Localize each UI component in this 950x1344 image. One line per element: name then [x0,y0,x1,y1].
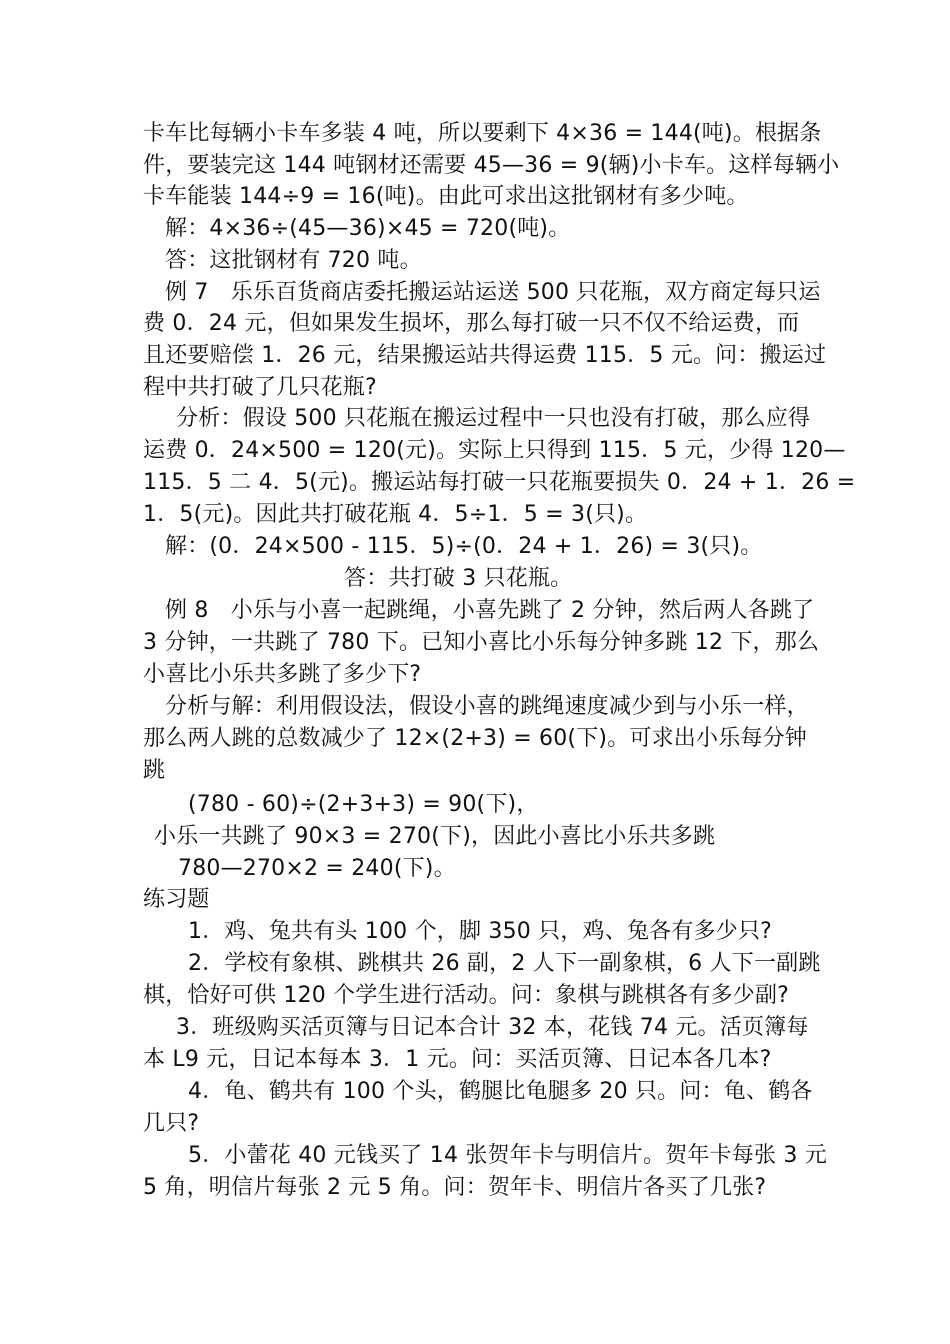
exercise-q3-line1: 3．班级购买活页簿与日记本合计 32 本，花钱 74 元。活页簿每 [176,1015,809,1040]
analysis6-line3: 卡车能装 144÷9 = 16(吨)。由此可求出这批钢材有多少吨。 [143,184,749,209]
analysis6-line2: 件，要装完这 144 吨钢材还需要 45—36 = 9(辆)小卡车。这样每辆小 [143,153,840,178]
analysis6-line1: 卡车比每辆小卡车多装 4 吨，所以要剩下 4×36 = 144(吨)。根据条 [143,121,822,146]
example7-line3: 且还要赔偿 1．26 元，结果搬运站共得运费 115．5 元。问：搬运过 [143,343,827,368]
example7-answer: 答：共打破 3 只花瓶。 [344,566,573,591]
example8-calc3: 780—270×2 = 240(下)。 [178,856,456,881]
exercise-q4-line2: 几只? [143,1111,200,1136]
example7-analysis4: 1．5(元)。因此共打破花瓶 4．5÷1．5 = 3(只)。 [143,502,648,527]
example7-analysis3: 115．5 二 4．5(元)。搬运站每打破一只花瓶要损失 0．24 + 1．26 = [143,470,856,495]
analysis6-answer: 答：这批钢材有 720 吨。 [165,248,422,273]
analysis6-solution: 解：4×36÷(45—36)×45 = 720(吨)。 [165,216,571,241]
exercise-q4-line1: 4．龟、鹤共有 100 个头，鹤腿比龟腿多 20 只。问：龟、鹤各 [188,1079,813,1104]
exercises-heading: 练习题 [143,887,210,912]
example7-solution: 解：(0．24×500 - 115．5)÷(0．24 + 1．26) = 3(只)。 [165,534,763,559]
exercise-q2-line1: 2．学校有象棋、跳棋共 26 副，2 人下一副象棋，6 人下一副跳 [188,951,821,976]
exercise-q5-line2: 5 角，明信片每张 2 元 5 角。问：贺年卡、明信片各买了几张? [143,1175,767,1200]
example7-line2: 费 0．24 元，但如果发生损坏，那么每打破一只不仅不给运费，而 [143,311,800,336]
exercise-q2-line2: 棋，恰好可供 120 个学生进行活动。问：象棋与跳棋各有多少副? [143,983,790,1008]
example8-line1: 例 8 小乐与小喜一起跳绳，小喜先跳了 2 分钟，然后两人各跳了 [165,598,815,623]
exercise-q3-line2: 本 L9 元，日记本每本 3．1 元。问：买活页簿、日记本各几本? [143,1047,772,1072]
example8-calc1: (780 - 60)÷(2+3+3) = 90(下)， [188,792,539,817]
example8-analysis2: 那么两人跳的总数减少了 12×(2+3) = 60(下)。可求出小乐每分钟 [143,726,807,751]
example8-analysis1: 分析与解：利用假设法，假设小喜的跳绳速度减少到与小乐一样， [165,694,809,719]
exercise-q1: 1．鸡、兔共有头 100 个，脚 350 只，鸡、兔各有多少只? [188,919,773,944]
example8-calc2: 小乐一共跳了 90×3 = 270(下)，因此小喜比小乐共多跳 [154,824,716,849]
exercise-q5-line1: 5．小蕾花 40 元钱买了 14 张贺年卡与明信片。贺年卡每张 3 元 [188,1143,827,1168]
example7-analysis1: 分析：假设 500 只花瓶在搬运过程中一只也没有打破，那么应得 [176,406,811,431]
example8-line2: 3 分钟，一共跳了 780 下。已知小喜比小乐每分钟多跳 12 下，那么 [143,630,820,655]
example8-analysis3: 跳 [143,758,166,783]
example7-line1: 例 7 乐乐百货商店委托搬运站运送 500 只花瓶，双方商定每只运 [165,280,821,305]
example7-analysis2: 运费 0．24×500 = 120(元)。实际上只得到 115．5 元，少得 120— [143,438,846,463]
example8-line3: 小喜比小乐共多跳了多少下? [143,662,422,687]
example7-line4: 程中共打破了几只花瓶? [143,375,377,400]
